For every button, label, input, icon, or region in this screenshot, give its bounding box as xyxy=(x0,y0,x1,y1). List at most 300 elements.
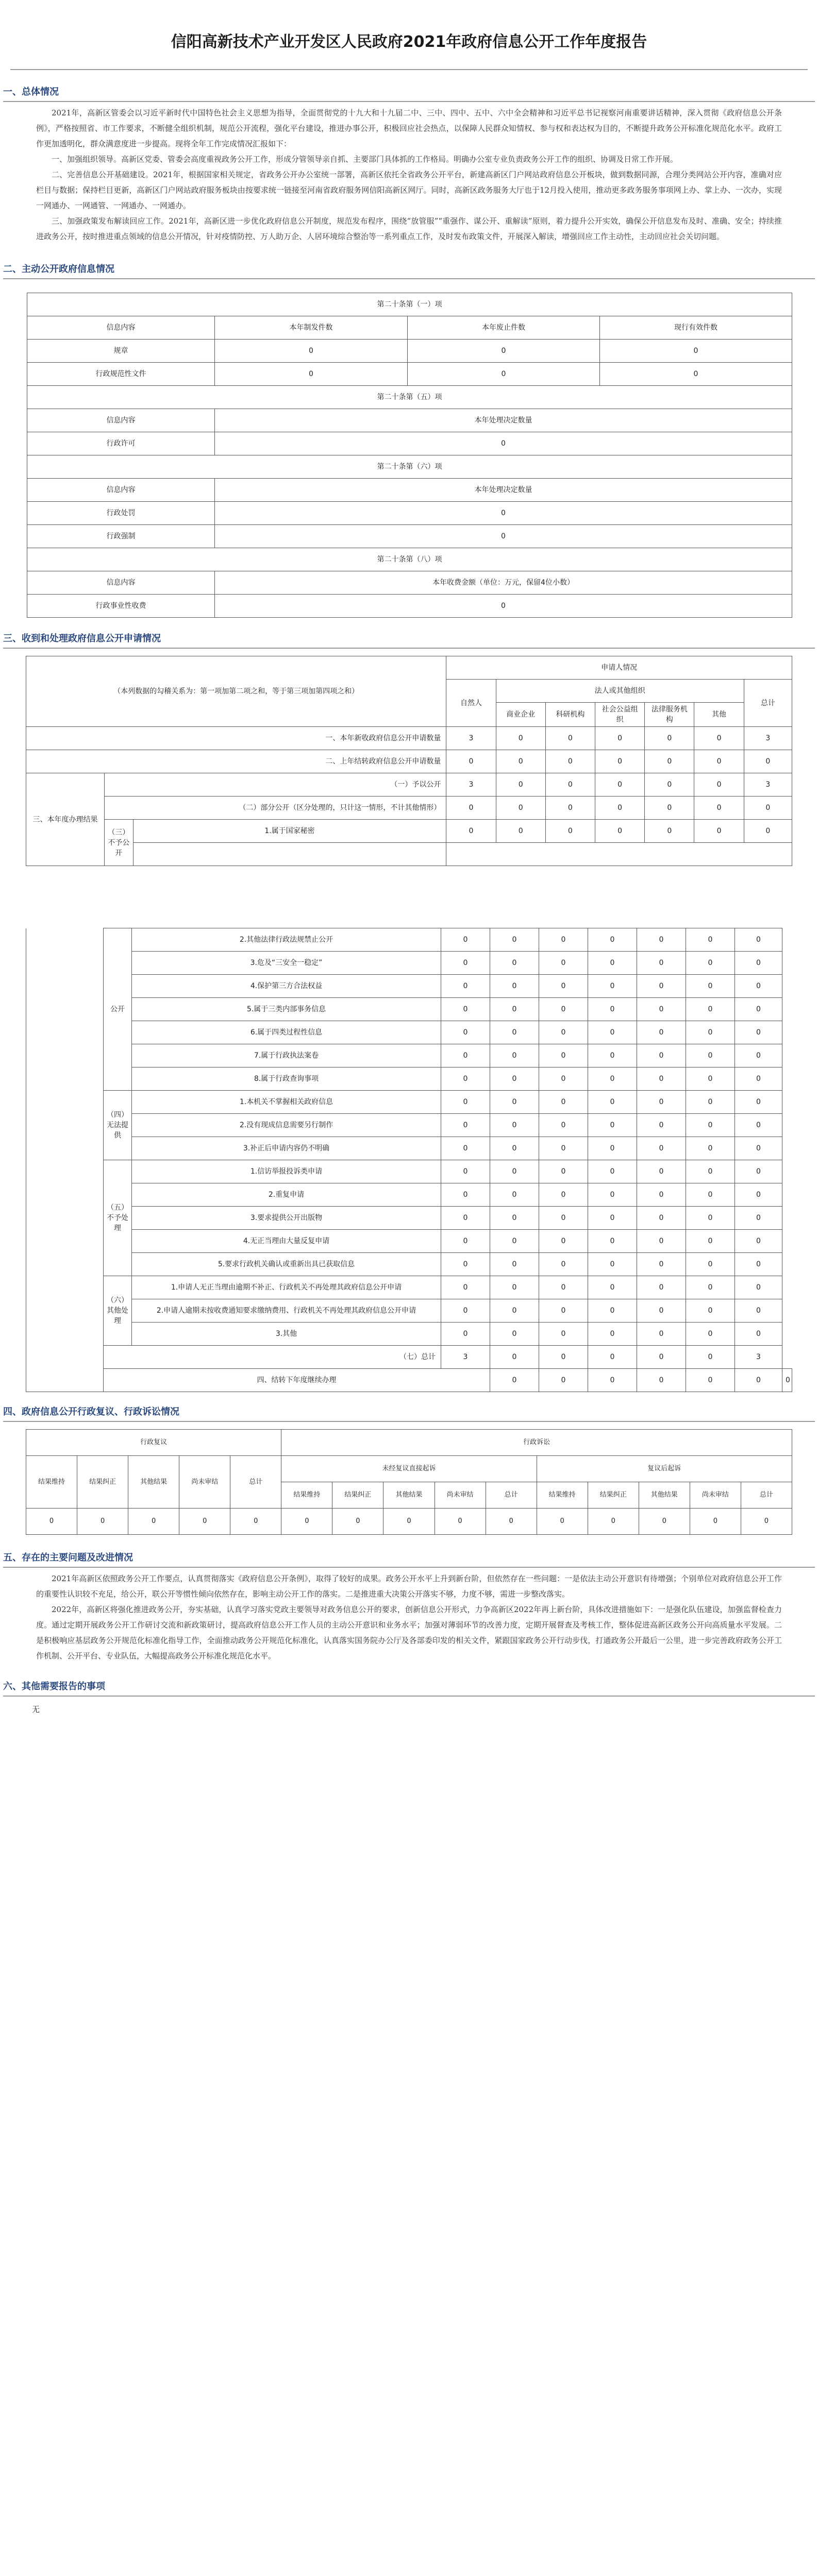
table-cell: 0 xyxy=(441,1207,490,1230)
table-cell: 0 xyxy=(77,1509,128,1535)
section-heading-text: 一、总体情况 xyxy=(3,87,59,97)
table-subheader: 第二十条第（一）项 xyxy=(27,293,792,316)
table-cell: 0 xyxy=(735,928,782,952)
table-cell: 0 xyxy=(637,1276,686,1299)
table-cell: 3 xyxy=(735,1346,782,1369)
column-header: 总计 xyxy=(486,1482,537,1509)
problems-text xyxy=(0,1568,818,1664)
table-cell: 0 xyxy=(441,928,490,952)
column-header: 现行有效件数 xyxy=(600,316,792,340)
table-cell: 0 xyxy=(539,1276,588,1299)
row-label: 行政强制 xyxy=(27,525,215,548)
table-cell: 0 xyxy=(588,1114,637,1137)
column-header: 总计 xyxy=(230,1456,281,1509)
table-cell: 0 xyxy=(645,750,694,773)
table-cell: 0 xyxy=(490,1230,539,1253)
table-cell: 0 xyxy=(645,773,694,796)
page-title: 信阳高新技术产业开发区人民政府2021年政府信息公开工作年度报告 xyxy=(171,33,647,51)
table-cell: 0 xyxy=(490,1137,539,1160)
table-cell: 0 xyxy=(545,773,595,796)
row-label: 2.其他法律行政法规禁止公开 xyxy=(132,928,441,952)
table-cell: 0 xyxy=(441,1137,490,1160)
table-cell: 0 xyxy=(539,1369,588,1392)
table-cell: 0 xyxy=(637,1091,686,1114)
table-cell: 0 xyxy=(588,1183,637,1207)
section-heading-text: 二、主动公开政府信息情况 xyxy=(3,264,114,275)
table-cell: 0 xyxy=(637,1253,686,1276)
table-cell: 0 xyxy=(179,1509,230,1535)
table-cell: 0 xyxy=(490,1021,539,1044)
table-cell xyxy=(133,843,446,866)
column-header: 行政诉讼 xyxy=(281,1430,792,1456)
table-cell: 0 xyxy=(588,1091,637,1114)
table-cell: 0 xyxy=(637,1299,686,1323)
page-break-gap xyxy=(0,866,818,928)
table-cell: 0 xyxy=(490,1369,539,1392)
row-label: 3.补正后申请内容仍不明确 xyxy=(132,1137,441,1160)
table-cell: 0 xyxy=(588,1369,637,1392)
table-cell: 0 xyxy=(782,1369,792,1392)
table-cell: 0 xyxy=(539,1137,588,1160)
table-cell: 3 xyxy=(446,773,496,796)
table-cell: 0 xyxy=(735,975,782,998)
table-cell: 0 xyxy=(215,363,408,386)
table-cell: 0 xyxy=(637,998,686,1021)
table-cell: 0 xyxy=(686,1183,735,1207)
row-group-label: （五）不予处理 xyxy=(104,1160,132,1276)
column-header: 法律服务机构 xyxy=(645,703,694,727)
table-cell: 0 xyxy=(686,1021,735,1044)
table-cell: 0 xyxy=(26,1509,77,1535)
review-litigation-table xyxy=(26,1429,792,1535)
row-label: 行政规范性文件 xyxy=(27,363,215,386)
row-label: （二）部分公开（区分处理的，只计这一情形，不计其他情形） xyxy=(104,796,446,820)
table-cell: 0 xyxy=(446,796,496,820)
table-cell: 0 xyxy=(595,750,645,773)
column-header: 信息内容 xyxy=(27,316,215,340)
paragraph: 2022年，高新区将强化推进政务公开，夯实基础，认真学习落实党政主要领导对政务信息公开的要求，创新信息公开形式，力争高新区2022年再上新台阶，具体改进措施如下：一是强化队伍建设，加强监督检查力度。通过定期开展政务公开工作研讨交流和新政策研讨，提高政府信息公开工作人员的主动公开意识和业务水平；加强对薄弱环节的改善力度，定期开展督查及考核工作，整体促进高新区政务公开向高质量水平发展。二是积极响应基层政务公开规范化标准化指导工作，全面推动政务公开规范化标准化，认真落实国务院办公厅及各部委印发的相关文件，紧跟国家政务公开行动步伐，打通政务公开最后一公里，进一步完善政府政务公开工作机制、公开平台、专业队伍，大幅提高政务公开标准化规范化水平。 xyxy=(36,1605,782,1660)
table-cell: 0 xyxy=(637,1207,686,1230)
table-cell: 0 xyxy=(490,975,539,998)
table-cell: 0 xyxy=(435,1509,486,1535)
row-label: 3.要求提供公开出版物 xyxy=(132,1207,441,1230)
table-cell: 0 xyxy=(332,1509,383,1535)
table-cell: 0 xyxy=(637,1137,686,1160)
table-cell: 0 xyxy=(408,340,600,363)
table-cell: 0 xyxy=(490,1091,539,1114)
table-cell: 0 xyxy=(735,1369,782,1392)
table-cell xyxy=(446,843,792,866)
table-cell: 0 xyxy=(588,952,637,975)
section-divider xyxy=(3,1421,815,1422)
table-cell: 0 xyxy=(637,928,686,952)
column-header: 本年处理决定数量 xyxy=(215,479,792,502)
column-header: 申请人情况 xyxy=(446,656,792,680)
table-cell: 0 xyxy=(539,1230,588,1253)
table-cell: 0 xyxy=(735,1021,782,1044)
table-cell: 0 xyxy=(539,975,588,998)
table-cell: 0 xyxy=(441,975,490,998)
table-cell: 0 xyxy=(496,820,545,843)
table-cell: 0 xyxy=(735,1067,782,1091)
table-cell: 0 xyxy=(446,820,496,843)
table-cell: 0 xyxy=(539,1346,588,1369)
table-cell: 0 xyxy=(686,952,735,975)
column-header: 尚未审结 xyxy=(179,1456,230,1509)
table-cell: 0 xyxy=(637,1067,686,1091)
table-cell: 0 xyxy=(686,928,735,952)
table-cell: 0 xyxy=(637,1183,686,1207)
table-cell: 0 xyxy=(490,928,539,952)
table-cell: 0 xyxy=(490,1044,539,1067)
table-cell: 0 xyxy=(600,340,792,363)
table-cell: 0 xyxy=(595,773,645,796)
row-label: 二、上年结转政府信息公开申请数量 xyxy=(26,750,446,773)
table-cell: 0 xyxy=(588,1276,637,1299)
column-header: 总计 xyxy=(744,680,792,727)
column-header: 法人或其他组织 xyxy=(496,680,744,703)
row-group-label: 三、本年度办理结果 xyxy=(26,773,105,866)
table-cell: 0 xyxy=(600,363,792,386)
table-cell: 0 xyxy=(694,820,744,843)
applications-table-part1 xyxy=(26,656,792,866)
section-heading-proactive xyxy=(0,262,818,279)
table-cell: 0 xyxy=(408,363,600,386)
table-cell: 0 xyxy=(637,975,686,998)
table-cell: 0 xyxy=(490,1160,539,1183)
row-label: 4.保护第三方合法权益 xyxy=(132,975,441,998)
column-header: 结果维持 xyxy=(281,1482,332,1509)
table-cell: 0 xyxy=(441,998,490,1021)
column-header: 信息内容 xyxy=(27,479,215,502)
column-header: 尚未审结 xyxy=(435,1482,486,1509)
table-cell: 0 xyxy=(735,1230,782,1253)
section-heading-text: 四、政府信息公开行政复议、行政诉讼情况 xyxy=(3,1406,179,1417)
table-subheader: 第二十条第（六）项 xyxy=(27,455,792,479)
table-cell: 0 xyxy=(735,1276,782,1299)
table-cell: 0 xyxy=(539,1114,588,1137)
table-cell: 0 xyxy=(588,1160,637,1183)
column-header: 本年收费金额（单位：万元，保留4位小数） xyxy=(215,571,792,595)
table-cell: 0 xyxy=(735,1091,782,1114)
table-cell: 3 xyxy=(744,727,792,750)
paragraph: 三、加强政策发布解读回应工作。2021年，高新区进一步优化政府信息公开制度，规范发布程序，围绕“放管服”“重强作、谋公开、重解读”原则，着力提升公开实效，确保公开信息发布及时、准确、安全；持续推进政务公开，按时推进重点领域的信息公开情况，针对疫情防控、万人助万企、人居环境综合整治等一系列重点工作，及时发布政策文件，开展深入解读，增强回应工作主动性，主动回应社会关切问题。 xyxy=(36,216,782,241)
column-header: 信息内容 xyxy=(27,571,215,595)
table-cell: 0 xyxy=(588,1137,637,1160)
column-header: 结果纠正 xyxy=(77,1456,128,1509)
table-cell: 0 xyxy=(637,1044,686,1067)
table-cell: 0 xyxy=(128,1509,179,1535)
section-heading-overview xyxy=(0,84,818,102)
table-cell: 0 xyxy=(441,1160,490,1183)
table-cell: 0 xyxy=(588,1323,637,1346)
column-header: 本年废止件数 xyxy=(408,316,600,340)
table-cell: 0 xyxy=(539,952,588,975)
column-header: 其他结果 xyxy=(128,1456,179,1509)
table-cell: 0 xyxy=(735,1207,782,1230)
table-cell: 0 xyxy=(588,1021,637,1044)
table-cell: 0 xyxy=(441,1299,490,1323)
table-cell: 0 xyxy=(735,1137,782,1160)
table-cell: 0 xyxy=(686,1044,735,1067)
title-divider xyxy=(10,69,808,70)
column-header: 商业企业 xyxy=(496,703,545,727)
table-cell: 0 xyxy=(588,1044,637,1067)
table-cell: 0 xyxy=(215,525,792,548)
table-cell: 0 xyxy=(490,1183,539,1207)
row-label: 5.要求行政机关确认或重新出具已获取信息 xyxy=(132,1253,441,1276)
table-cell: 0 xyxy=(537,1509,588,1535)
proactive-disclosure-table xyxy=(27,293,792,618)
table-cell: 0 xyxy=(490,1323,539,1346)
row-label: 2.没有现成信息需要另行制作 xyxy=(132,1114,441,1137)
section-heading-problems xyxy=(0,1550,818,1568)
column-header: 其他结果 xyxy=(383,1482,435,1509)
table-cell: 0 xyxy=(490,1067,539,1091)
table-subheader: 第二十条第（八）项 xyxy=(27,548,792,571)
table-cell: 0 xyxy=(595,796,645,820)
table-cell: 0 xyxy=(588,1207,637,1230)
table-cell: 0 xyxy=(539,928,588,952)
table-cell: 0 xyxy=(215,502,792,525)
table-cell: 0 xyxy=(686,998,735,1021)
table-cell: 0 xyxy=(637,1346,686,1369)
table-cell: 0 xyxy=(645,796,694,820)
table-cell: 0 xyxy=(686,1230,735,1253)
overview-text xyxy=(0,102,818,244)
table-cell: 0 xyxy=(639,1509,690,1535)
table-cell: 0 xyxy=(637,1160,686,1183)
table-cell: 0 xyxy=(637,1021,686,1044)
column-header: 科研机构 xyxy=(545,703,595,727)
table-cell: 0 xyxy=(539,1207,588,1230)
column-header: 其他结果 xyxy=(639,1482,690,1509)
row-label: 四、结转下年度继续办理 xyxy=(104,1369,490,1392)
row-label: 5.属于三类内部事务信息 xyxy=(132,998,441,1021)
table-cell: 0 xyxy=(441,1091,490,1114)
table-cell: 0 xyxy=(588,1346,637,1369)
table-cell: 0 xyxy=(539,1021,588,1044)
row-label: 6.属于四类过程性信息 xyxy=(132,1021,441,1044)
table-cell: 3 xyxy=(446,727,496,750)
row-group-label: 公开 xyxy=(104,928,132,1091)
column-header: 未经复议直接起诉 xyxy=(281,1456,537,1482)
table-cell: 0 xyxy=(686,1091,735,1114)
table-cell: 0 xyxy=(686,975,735,998)
row-label: 7.属于行政执法案卷 xyxy=(132,1044,441,1067)
table-cell: 0 xyxy=(735,1299,782,1323)
table-cell: 0 xyxy=(539,1067,588,1091)
row-label: 2.重复申请 xyxy=(132,1183,441,1207)
table-cell: 0 xyxy=(735,1114,782,1137)
table-cell: 0 xyxy=(588,1253,637,1276)
paragraph: 一、加强组织领导。高新区党委、管委会高度重视政务公开工作，形成分管领导亲自抓、主要部门具体抓的工作格局。明确办公室专业负责政务公开工作的组织、协调及日常工作开展。 xyxy=(52,155,678,164)
row-label: 8.属于行政查询事项 xyxy=(132,1067,441,1091)
column-header: 结果维持 xyxy=(537,1482,588,1509)
table-cell: 0 xyxy=(441,1021,490,1044)
row-label: 1.申请人无正当理由逾期不补正、行政机关不再处理其政府信息公开申请 xyxy=(132,1276,441,1299)
table-cell: 0 xyxy=(490,1346,539,1369)
table-cell: 0 xyxy=(686,1137,735,1160)
table-cell: 0 xyxy=(215,595,792,618)
table-cell: 0 xyxy=(735,1323,782,1346)
table-cell xyxy=(26,928,104,1392)
table-cell: 0 xyxy=(595,820,645,843)
table-cell: 0 xyxy=(686,1160,735,1183)
table-cell: 0 xyxy=(588,1067,637,1091)
section-heading-other xyxy=(0,1679,818,1697)
table-cell: 0 xyxy=(645,727,694,750)
column-header: 复议后起诉 xyxy=(537,1456,792,1482)
table-cell: 0 xyxy=(588,1509,639,1535)
table-cell: 0 xyxy=(744,820,792,843)
column-header: 本年处理决定数量 xyxy=(215,409,792,432)
table-cell: 0 xyxy=(637,1369,686,1392)
column-header: 信息内容 xyxy=(27,409,215,432)
table-cell: 0 xyxy=(735,1044,782,1067)
table-cell: 0 xyxy=(735,952,782,975)
section-heading-review-litigation xyxy=(0,1404,818,1422)
table-cell: 0 xyxy=(490,1114,539,1137)
table-cell: 0 xyxy=(539,1160,588,1183)
table-cell: 0 xyxy=(545,820,595,843)
row-label: 行政许可 xyxy=(27,432,215,455)
column-header: 结果纠正 xyxy=(588,1482,639,1509)
table-cell: 0 xyxy=(545,796,595,820)
table-cell: 0 xyxy=(446,750,496,773)
column-header: 自然人 xyxy=(446,680,496,727)
table-cell: 0 xyxy=(230,1509,281,1535)
paragraph: 二、完善信息公开基础建设。2021年，根据国家相关规定，省政务公开办公室统一部署，高新区依托全省政务公开平台，新建高新区门户网站政府信息公开板块，做到数据同源，合理分类网站公开内容，准确对应栏目与数据；保持栏目更新，高新区门户网站政府服务板块由按要求统一链接至河南省政府服务网信阳高新区网厅。同时，高新区政务服务大厅也于12月投入使用，推动更多政务服务事项网上办、掌上办、一次办，实现一网通办、一网通管、一网通办、一网通办。 xyxy=(36,170,782,210)
table-cell: 0 xyxy=(686,1067,735,1091)
table-cell: 0 xyxy=(735,1183,782,1207)
table-cell: 0 xyxy=(486,1509,537,1535)
table-cell: 0 xyxy=(686,1253,735,1276)
row-label: 行政处罚 xyxy=(27,502,215,525)
table-cell: 0 xyxy=(686,1323,735,1346)
row-label: 3.危及“三安全一稳定” xyxy=(132,952,441,975)
table-cell: 0 xyxy=(281,1509,332,1535)
table-cell: 0 xyxy=(686,1369,735,1392)
table-cell: 0 xyxy=(686,1114,735,1137)
table-cell: 0 xyxy=(490,1276,539,1299)
table-cell: 0 xyxy=(215,340,408,363)
row-group-label: （三）不予公开 xyxy=(104,820,133,866)
table-cell: 0 xyxy=(539,1183,588,1207)
table-cell: 0 xyxy=(441,1230,490,1253)
column-header: 本年制发件数 xyxy=(215,316,408,340)
paragraph: 2021年高新区依照政务公开工作要点，认真贯彻落实《政府信息公开条例》，取得了较好的成果。政务公开水平上升到新台阶，但依然存在一些问题：一是依法主动公开意识有待增强；个别单位对政府信息公开工作的重要性认识较不充足，给公开，联公开等惯性倾向依然存在，影响主动公开工作的落实。二是推进重大决策公开落实不够，力度不够，需进一步整改落实。 xyxy=(36,1574,782,1599)
table-cell: 0 xyxy=(686,1207,735,1230)
table-cell: 0 xyxy=(690,1509,741,1535)
applications-table-part2 xyxy=(26,928,792,1392)
table-cell: 0 xyxy=(539,998,588,1021)
row-group-label: （四）无法提供 xyxy=(104,1091,132,1160)
table-cell: 0 xyxy=(490,952,539,975)
table-cell: 0 xyxy=(496,750,545,773)
table-cell: 0 xyxy=(441,1323,490,1346)
table-cell: 0 xyxy=(496,796,545,820)
table-cell: 0 xyxy=(441,1183,490,1207)
row-label: 规章 xyxy=(27,340,215,363)
table-cell: 0 xyxy=(595,727,645,750)
table-cell: 0 xyxy=(490,1253,539,1276)
table-cell: 0 xyxy=(490,998,539,1021)
other-matters-text: 无 xyxy=(32,1705,40,1714)
table-cell: 0 xyxy=(539,1323,588,1346)
table-cell: 0 xyxy=(539,1253,588,1276)
paragraph: 2021年，高新区管委会以习近平新时代中国特色社会主义思想为指导，全面贯彻党的十九大和十九届二中、三中、四中、五中、六中全会精神和习近平总书记视察河南重要讲话精神，深入贯彻《政府信息公开条例》，严格按照省、市工作要求，不断健全组织机制，规范公开流程，强化平台建设，推进办事公开，积极回应社会热点，以保障人民群众知情权、参与权和表达权为目的，不断提升政务公开标准化规范化水平。政府工作更加透明化，群众满意度进一步提高。现将全年工作完成情况汇报如下： xyxy=(36,108,782,148)
table-cell: 0 xyxy=(545,750,595,773)
section-heading-text: 三、收到和处理政府信息公开申请情况 xyxy=(3,633,161,644)
table-cell: 0 xyxy=(741,1509,792,1535)
table-cell: 0 xyxy=(735,1160,782,1183)
table-cell: 0 xyxy=(496,773,545,796)
table-cell: 0 xyxy=(441,1067,490,1091)
row-label: （七）总计 xyxy=(104,1346,441,1369)
column-header: 尚未审结 xyxy=(690,1482,741,1509)
table-cell: 0 xyxy=(588,998,637,1021)
row-label: 行政事业性收费 xyxy=(27,595,215,618)
table-cell: 0 xyxy=(735,1253,782,1276)
table-cell: 0 xyxy=(496,727,545,750)
row-group-label: （六）其他处理 xyxy=(104,1276,132,1346)
row-label: 4.无正当理由大量反复申请 xyxy=(132,1230,441,1253)
table-subheader: 第二十条第（五）项 xyxy=(27,386,792,409)
table-cell: 0 xyxy=(637,1230,686,1253)
table-cell: 0 xyxy=(441,1114,490,1137)
table-cell: 0 xyxy=(588,1230,637,1253)
row-label: 1.属于国家秘密 xyxy=(133,820,446,843)
row-label: 1.本机关不掌握相关政府信息 xyxy=(132,1091,441,1114)
table-cell: 0 xyxy=(637,952,686,975)
table-cell: 0 xyxy=(215,432,792,455)
table-cell: 0 xyxy=(637,1114,686,1137)
table-cell: 0 xyxy=(441,1044,490,1067)
table-cell: 0 xyxy=(694,796,744,820)
column-header: 结果维持 xyxy=(26,1456,77,1509)
table-cell: 0 xyxy=(588,928,637,952)
table-cell: 0 xyxy=(686,1276,735,1299)
table-cell: 0 xyxy=(645,820,694,843)
table-cell: 0 xyxy=(694,727,744,750)
table-cell: 0 xyxy=(441,1276,490,1299)
table-cell: 0 xyxy=(383,1509,435,1535)
table-cell: 0 xyxy=(539,1299,588,1323)
table-cell: 0 xyxy=(744,796,792,820)
section-heading-text: 六、其他需要报告的事项 xyxy=(3,1681,105,1692)
column-header: 其他 xyxy=(694,703,744,727)
table-cell: 0 xyxy=(686,1346,735,1369)
table-cell: 0 xyxy=(539,1091,588,1114)
table-cell: 0 xyxy=(588,975,637,998)
row-label: 一、本年新收政府信息公开申请数量 xyxy=(26,727,446,750)
table-corner-note: （本列数据的勾稽关系为：第一项加第二项之和，等于第三项加第四项之和） xyxy=(26,656,446,727)
row-label: 2.申请人逾期未按收费通知要求缴纳费用、行政机关不再处理其政府信息公开申请 xyxy=(132,1299,441,1323)
section-heading-text: 五、存在的主要问题及改进情况 xyxy=(3,1552,133,1563)
table-cell: 0 xyxy=(490,1207,539,1230)
column-header: 结果纠正 xyxy=(332,1482,383,1509)
section-divider xyxy=(3,648,815,649)
section-divider xyxy=(3,278,815,279)
table-cell: 3 xyxy=(441,1346,490,1369)
row-label: 3.其他 xyxy=(132,1323,441,1346)
table-cell: 0 xyxy=(441,952,490,975)
row-label: 1.信访举报投诉类申请 xyxy=(132,1160,441,1183)
table-cell: 0 xyxy=(686,1299,735,1323)
table-cell: 0 xyxy=(539,1044,588,1067)
column-header: 行政复议 xyxy=(26,1430,281,1456)
